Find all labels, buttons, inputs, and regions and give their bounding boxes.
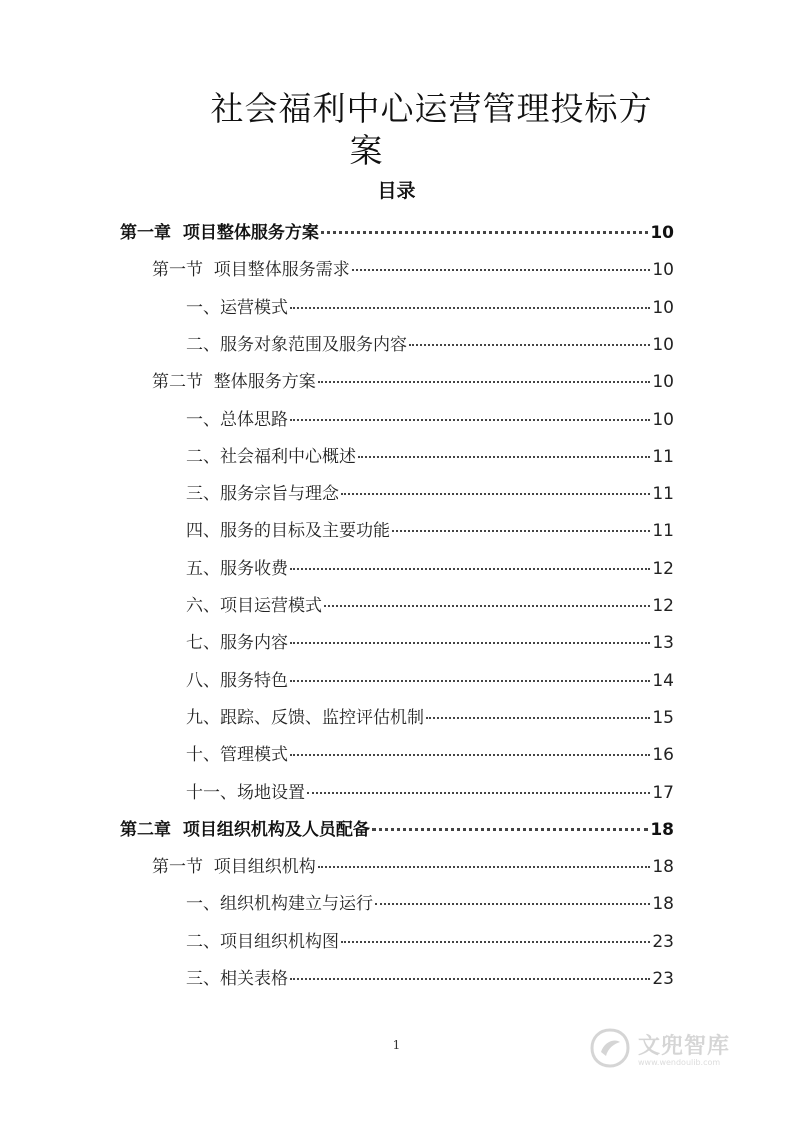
toc-dot-leader: [324, 605, 650, 607]
toc-entry[interactable]: [186, 964, 674, 994]
toc-entry-page: 13: [652, 633, 674, 654]
toc-entry-page: 10: [652, 260, 674, 281]
toc-entry-label: 一、运营模式: [186, 297, 288, 318]
title-line-1: 社会福利中心运营管理投标方: [210, 89, 653, 128]
toc-entry[interactable]: [186, 405, 674, 435]
toc-entry-page: 17: [652, 782, 674, 803]
toc-entry-page: 12: [652, 558, 674, 579]
toc-entry-page: 10: [652, 372, 674, 393]
toc-entry[interactable]: [186, 889, 674, 919]
toc-entry-page: 23: [652, 969, 674, 989]
toc-entry-label: 二、项目组织机构图: [186, 931, 339, 952]
toc-dot-leader: [426, 717, 650, 719]
toc-entry-page: 16: [652, 745, 674, 766]
toc-dot-leader: [318, 381, 651, 383]
toc-entry[interactable]: [120, 218, 674, 248]
toc-entry[interactable]: [152, 367, 674, 397]
toc-dot-leader: [341, 493, 650, 495]
toc-entry-label: 二、服务对象范围及服务内容: [186, 334, 407, 355]
toc-entry[interactable]: [186, 703, 674, 733]
toc-dot-leader: [358, 456, 650, 458]
watermark: [588, 1022, 778, 1074]
toc-entry-label: 六、项目运营模式: [186, 596, 322, 616]
toc-entry[interactable]: [186, 554, 674, 584]
watermark-url: www.wendoulib.com: [638, 1058, 721, 1067]
toc-entry-label: 十、管理模式: [186, 745, 288, 766]
toc-dot-leader: [290, 978, 650, 980]
toc-entry[interactable]: [186, 666, 674, 696]
toc-dot-leader: [318, 866, 651, 868]
toc-entry-label: 第一章 项目整体服务方案: [120, 223, 319, 243]
toc-entry-label: 十一、场地设置: [186, 782, 305, 803]
toc-entry-label: 第一节 项目整体服务需求: [152, 260, 350, 281]
toc-dot-leader: [290, 680, 650, 682]
toc-entry[interactable]: [186, 442, 674, 472]
toc-entry-page: 10: [652, 409, 674, 430]
toc-heading: 目录: [377, 180, 416, 202]
toc-dot-leader: [375, 903, 650, 905]
toc-entry-page: 10: [650, 223, 674, 243]
toc-entry-label: 第一节 项目组织机构: [152, 857, 316, 878]
toc-entry[interactable]: [152, 255, 674, 285]
toc-dot-leader: [290, 754, 650, 756]
toc-dot-leader: [290, 307, 650, 309]
toc-entry[interactable]: [186, 628, 674, 658]
wendou-logo-icon: [588, 1026, 632, 1070]
toc-dot-leader: [392, 530, 650, 532]
toc-entry-label: 一、总体思路: [186, 409, 288, 430]
toc-entry[interactable]: [186, 293, 674, 323]
toc-entry-label: 五、服务收费: [186, 558, 288, 579]
toc-entry-label: 二、社会福利中心概述: [186, 446, 356, 467]
toc-dot-leader: [352, 269, 651, 271]
toc-entry-page: 18: [652, 894, 674, 915]
toc-entry-page: 11: [652, 484, 674, 505]
toc-entry[interactable]: [186, 740, 674, 770]
watermark-name: 文兜智库: [638, 1034, 731, 1059]
toc-dot-leader: [290, 642, 650, 644]
toc-entry-label: 第二节 整体服务方案: [152, 372, 316, 393]
toc-dot-leader: [409, 344, 650, 346]
toc-entry-page: 10: [652, 334, 674, 355]
toc-entry-label: 三、相关表格: [186, 969, 288, 989]
toc-entry-label: 四、服务的目标及主要功能: [186, 521, 390, 542]
title-line-2: 案: [349, 131, 384, 170]
toc-entry-label: 一、组织机构建立与运行: [186, 894, 373, 915]
toc-dot-leader: [290, 568, 650, 570]
toc-entry-page: 10: [652, 297, 674, 318]
toc-dot-leader: [341, 941, 650, 943]
toc-entry[interactable]: [186, 330, 674, 360]
toc-entry-label: 三、服务宗旨与理念: [186, 484, 339, 505]
toc-entry-page: 11: [652, 446, 674, 467]
toc-entry-label: 九、跟踪、反馈、监控评估机制: [186, 707, 424, 728]
toc-entry-page: 15: [652, 707, 674, 728]
toc-dot-leader: [290, 419, 650, 421]
toc-entry[interactable]: [186, 516, 674, 546]
toc-entry[interactable]: [186, 591, 674, 621]
toc-entry-label: 七、服务内容: [186, 633, 288, 654]
page-number: 1: [392, 1038, 401, 1052]
toc-dot-leader: [321, 231, 648, 234]
toc-entry-page: 18: [650, 819, 674, 840]
toc-entry-page: 23: [652, 931, 674, 952]
toc-dot-leader: [307, 792, 650, 794]
toc-entry-page: 11: [652, 521, 674, 542]
document-title: [0, 88, 793, 172]
toc-entry[interactable]: [186, 778, 674, 808]
toc-entry[interactable]: [120, 815, 674, 845]
toc-entry-page: 12: [652, 596, 674, 616]
toc-entry[interactable]: [186, 479, 674, 509]
toc-entry[interactable]: [152, 852, 674, 882]
toc-entry-label: 八、服务特色: [186, 670, 288, 691]
toc-entry-page: 18: [652, 857, 674, 878]
toc-entry[interactable]: [186, 927, 674, 957]
toc-entry-page: 14: [652, 670, 674, 691]
toc-entry-label: 第二章 项目组织机构及人员配备: [120, 819, 370, 840]
toc-dot-leader: [372, 828, 648, 831]
